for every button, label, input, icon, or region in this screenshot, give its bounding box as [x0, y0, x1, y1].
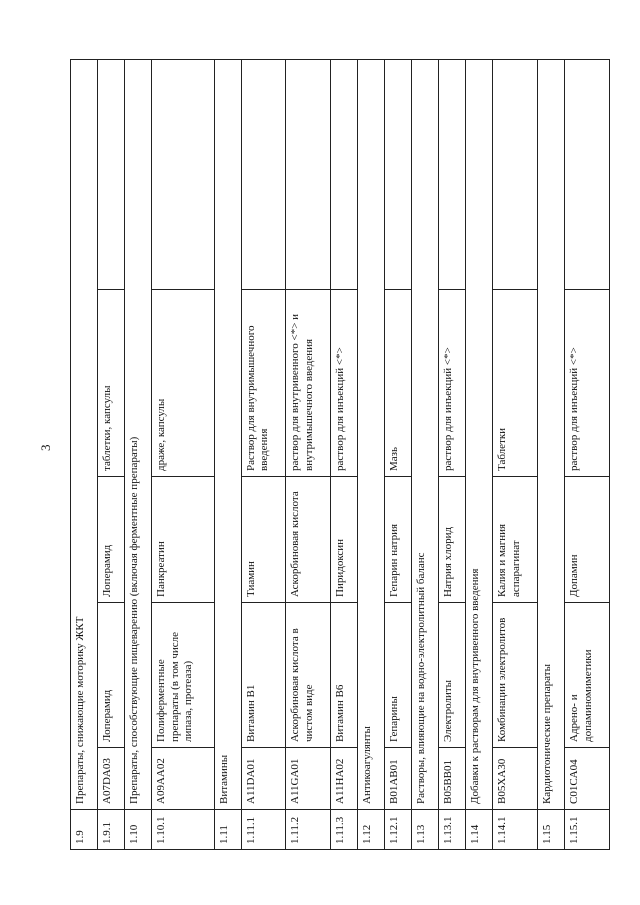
empty-cell — [439, 59, 466, 289]
section-title: Препараты, способствующие пищеварению (включая ферментные препараты) — [124, 59, 151, 809]
row-number: 1.11 — [214, 810, 241, 850]
section-row — [538, 59, 565, 849]
page-number: 3 — [38, 444, 53, 451]
section-row — [71, 59, 98, 849]
row-number: 1.9 — [71, 810, 98, 850]
atc-code: A11DA01 — [241, 748, 286, 810]
active-substance: Аскорбиновая кислота — [286, 477, 331, 603]
row-number: 1.10 — [124, 810, 151, 850]
row-number: 1.13 — [412, 810, 439, 850]
row-number: 1.11.1 — [241, 810, 286, 850]
dosage-form: раствор для внутривенного <*> и внутримышечного введения — [286, 290, 331, 477]
pharmacological-group: Витамин B6 — [331, 603, 358, 748]
dosage-form: драже, капсулы — [151, 290, 214, 477]
pharmacological-group: Лоперамид — [97, 603, 124, 748]
empty-cell — [97, 59, 124, 289]
row-number: 1.11.2 — [286, 810, 331, 850]
pharmacological-group: Гепарины — [385, 603, 412, 748]
empty-cell — [564, 59, 609, 289]
atc-code: C01CA04 — [564, 748, 609, 810]
row-number: 1.15.1 — [564, 810, 609, 850]
rotated-page-content — [70, 60, 610, 850]
pharmacological-group: Электролиты — [439, 603, 466, 748]
empty-cell — [151, 59, 214, 289]
row-number: 1.12.1 — [385, 810, 412, 850]
empty-cell — [286, 59, 331, 289]
atc-code: A11HA02 — [331, 748, 358, 810]
active-substance: Гепарин натрия — [385, 477, 412, 603]
drug-list-table — [70, 59, 610, 850]
atc-code: A09AA02 — [151, 748, 214, 810]
section-row — [466, 59, 493, 849]
dosage-form: Мазь — [385, 290, 412, 477]
atc-code: B05XA30 — [493, 748, 538, 810]
table-row — [493, 59, 538, 849]
table-row — [385, 59, 412, 849]
row-number: 1.15 — [538, 810, 565, 850]
empty-cell — [493, 59, 538, 289]
section-title: Добавки к растворам для внутривенного введения — [466, 59, 493, 809]
pharmacological-group: Витамин B1 — [241, 603, 286, 748]
dosage-form: раствор для инъекций <*> — [439, 290, 466, 477]
atc-code: B05BB01 — [439, 748, 466, 810]
pharmacological-group: Адрено- и допаминомиметики — [564, 603, 609, 748]
active-substance: Панкреатин — [151, 477, 214, 603]
table-row — [331, 59, 358, 849]
section-row — [412, 59, 439, 849]
section-title: Витамины — [214, 59, 241, 809]
active-substance: Натрия хлорид — [439, 477, 466, 603]
row-number: 1.10.1 — [151, 810, 214, 850]
table-row — [564, 59, 609, 849]
atc-code: A11GA01 — [286, 748, 331, 810]
dosage-form: раствор для инъекций <*> — [331, 290, 358, 477]
table-row — [286, 59, 331, 849]
dosage-form: Таблетки — [493, 290, 538, 477]
active-substance: Тиамин — [241, 477, 286, 603]
active-substance: Калия и магния аспарагинат — [493, 477, 538, 603]
active-substance: Лоперамид — [97, 477, 124, 603]
row-number: 1.14 — [466, 810, 493, 850]
table-row — [241, 59, 286, 849]
active-substance: Допамин — [564, 477, 609, 603]
row-number: 1.12 — [358, 810, 385, 850]
empty-cell — [241, 59, 286, 289]
dosage-form: таблетки, капсулы — [97, 290, 124, 477]
section-title: Антикоагулянты — [358, 59, 385, 809]
table-row — [97, 59, 124, 849]
section-title: Препараты, снижающие моторику ЖКТ — [71, 59, 98, 809]
pharmacological-group: Аскорбиновая кислота в чистом виде — [286, 603, 331, 748]
section-row — [124, 59, 151, 849]
row-number: 1.13.1 — [439, 810, 466, 850]
section-title: Кардиотонические препараты — [538, 59, 565, 809]
dosage-form: раствор для инъекций <*> — [564, 290, 609, 477]
empty-cell — [331, 59, 358, 289]
table-row — [439, 59, 466, 849]
dosage-form: Раствор для внутримышечного введения — [241, 290, 286, 477]
row-number: 1.14.1 — [493, 810, 538, 850]
section-row — [214, 59, 241, 849]
atc-code: B01AB01 — [385, 748, 412, 810]
table-body — [71, 59, 610, 849]
section-row — [358, 59, 385, 849]
atc-code: A07DA03 — [97, 748, 124, 810]
empty-cell — [385, 59, 412, 289]
pharmacological-group: Полиферментные препараты (в том числе липаза, протеаза) — [151, 603, 214, 748]
table-row — [151, 59, 214, 849]
pharmacological-group: Комбинации электролитов — [493, 603, 538, 748]
active-substance: Пиридоксин — [331, 477, 358, 603]
row-number: 1.9.1 — [97, 810, 124, 850]
row-number: 1.11.3 — [331, 810, 358, 850]
section-title: Растворы, влияющие на водно-электролитный баланс — [412, 59, 439, 809]
